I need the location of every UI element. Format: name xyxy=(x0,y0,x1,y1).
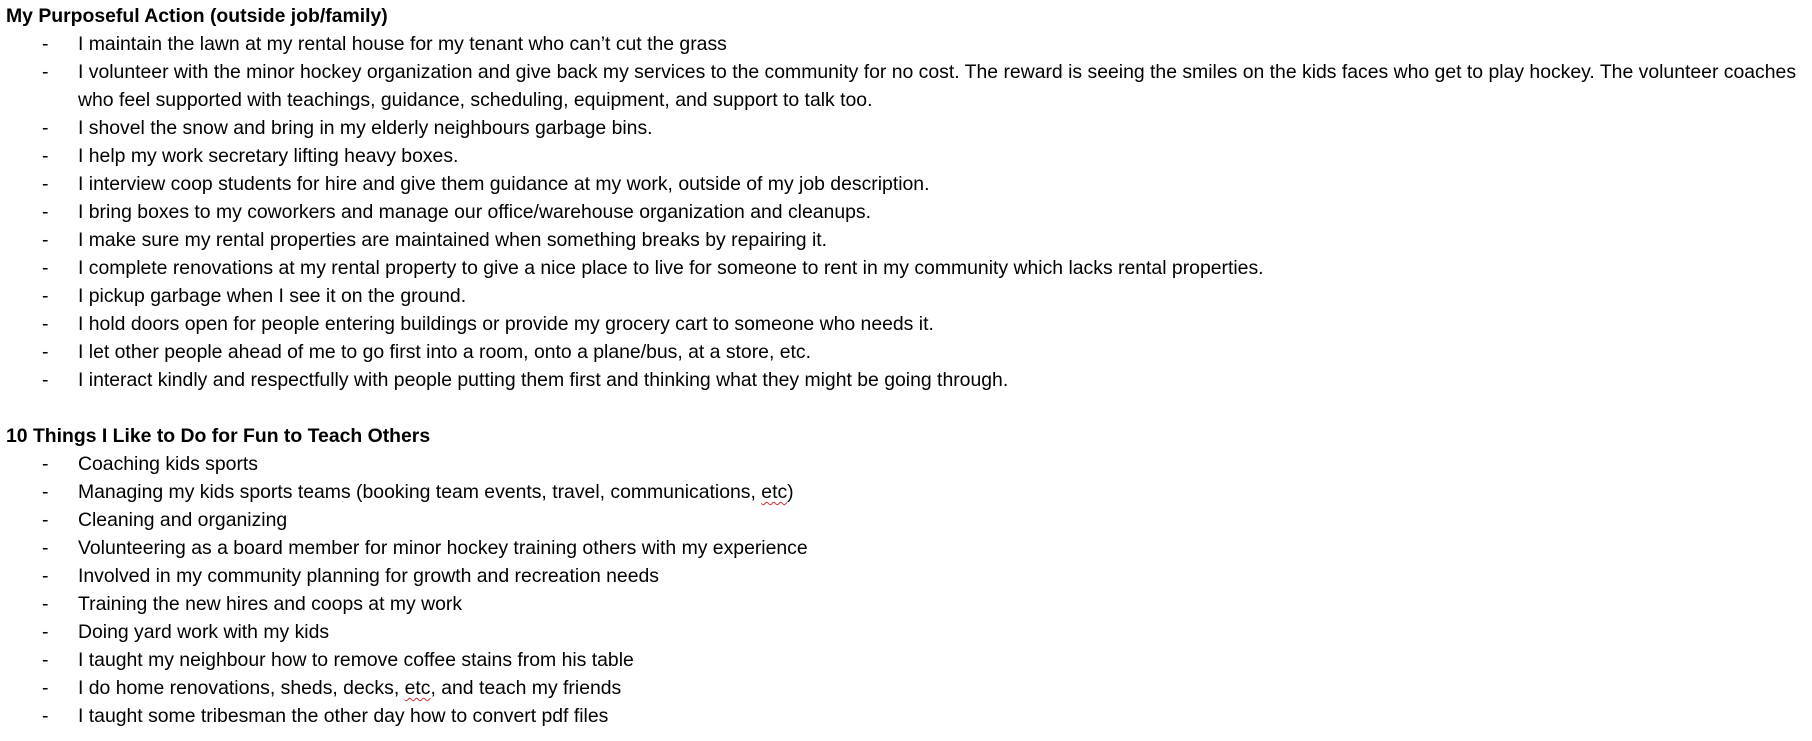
bullet-list xyxy=(6,30,1812,394)
list-item[interactable] xyxy=(6,338,1812,366)
list-item[interactable] xyxy=(6,170,1812,198)
dash-bullet: - xyxy=(42,481,49,503)
list-item-text[interactable]: I bring boxes to my coworkers and manage our office/warehouse organization and cleanups. xyxy=(78,201,871,223)
list-item[interactable] xyxy=(6,30,1812,58)
list-item-text[interactable]: I taught some tribesman the other day how to convert pdf files xyxy=(78,705,609,727)
spellcheck-underline[interactable]: etc xyxy=(404,677,431,699)
dash-bullet: - xyxy=(42,565,49,587)
dash-bullet: - xyxy=(42,173,49,195)
dash-bullet: - xyxy=(42,537,49,559)
bullet-list xyxy=(6,450,1812,730)
list-item[interactable] xyxy=(6,646,1812,674)
list-item-text[interactable]: Training the new hires and coops at my work xyxy=(78,593,463,615)
dash-bullet: - xyxy=(42,145,49,167)
list-item[interactable] xyxy=(6,254,1812,282)
list-item-text[interactable]: I help my work secretary lifting heavy boxes. xyxy=(78,145,459,167)
list-item-text[interactable]: I hold doors open for people entering buildings or provide my grocery cart to someone who needs it. xyxy=(78,313,934,335)
list-item[interactable] xyxy=(6,450,1812,478)
list-item-text[interactable]: I let other people ahead of me to go first into a room, onto a plane/bus, at a store, etc. xyxy=(78,341,811,363)
dash-bullet: - xyxy=(42,621,49,643)
section-heading[interactable]: My Purposeful Action (outside job/family) xyxy=(6,5,388,27)
list-item-text[interactable]: I volunteer with the minor hockey organization and give back my services to the community for no cost. The reward is seeing the smiles on the kids faces who get to play hockey. The volunteer coaches who feel supported with teachings, guidance, scheduling, equipment, and support to talk too. xyxy=(78,61,1797,111)
dash-bullet: - xyxy=(42,705,49,727)
list-item[interactable] xyxy=(6,282,1812,310)
list-item-text[interactable]: I maintain the lawn at my rental house for my tenant who can’t cut the grass xyxy=(78,33,727,55)
dash-bullet: - xyxy=(42,117,49,139)
dash-bullet: - xyxy=(42,453,49,475)
list-item[interactable] xyxy=(6,142,1812,170)
dash-bullet: - xyxy=(42,313,49,335)
list-item-text[interactable]: Cleaning and organizing xyxy=(78,509,288,531)
list-item-text[interactable]: I shovel the snow and bring in my elderly neighbours garbage bins. xyxy=(78,117,653,139)
list-item[interactable] xyxy=(6,310,1812,338)
dash-bullet: - xyxy=(42,257,49,279)
list-item[interactable] xyxy=(6,534,1812,562)
dash-bullet: - xyxy=(42,677,49,699)
list-item[interactable] xyxy=(6,366,1812,394)
dash-bullet: - xyxy=(42,593,49,615)
dash-bullet: - xyxy=(42,369,49,391)
list-item[interactable] xyxy=(6,58,1812,114)
section-heading[interactable]: 10 Things I Like to Do for Fun to Teach Others xyxy=(6,425,431,447)
dash-bullet: - xyxy=(42,201,49,223)
list-item[interactable] xyxy=(6,478,1812,506)
section-purposeful-action xyxy=(6,2,1812,394)
list-item-text[interactable]: Volunteering as a board member for minor hockey training others with my experience xyxy=(78,537,808,559)
list-item[interactable] xyxy=(6,114,1812,142)
list-item-text[interactable]: I do home renovations, sheds, decks, etc, and teach my friends xyxy=(78,677,622,699)
list-item-text[interactable]: I complete renovations at my rental property to give a nice place to live for someone to rent in my community which lacks rental properties. xyxy=(78,257,1264,279)
dash-bullet: - xyxy=(42,33,49,55)
list-item-text[interactable]: I interview coop students for hire and give them guidance at my work, outside of my job description. xyxy=(78,173,930,195)
section-things-to-teach xyxy=(6,422,1812,730)
list-item[interactable] xyxy=(6,590,1812,618)
dash-bullet: - xyxy=(42,649,49,671)
list-item[interactable] xyxy=(6,562,1812,590)
dash-bullet: - xyxy=(42,509,49,531)
list-item-text[interactable]: Involved in my community planning for growth and recreation needs xyxy=(78,565,659,587)
dash-bullet: - xyxy=(42,341,49,363)
list-item-text[interactable]: Coaching kids sports xyxy=(78,453,258,475)
list-item-text[interactable]: I interact kindly and respectfully with people putting them first and thinking what they might be going through. xyxy=(78,369,1009,391)
list-item-text[interactable]: I make sure my rental properties are maintained when something breaks by repairing it. xyxy=(78,229,828,251)
list-item[interactable] xyxy=(6,506,1812,534)
dash-bullet: - xyxy=(42,229,49,251)
list-item[interactable] xyxy=(6,674,1812,702)
list-item[interactable] xyxy=(6,198,1812,226)
list-item-text[interactable]: Managing my kids sports teams (booking team events, travel, communications, etc) xyxy=(78,481,794,503)
list-item-text[interactable]: Doing yard work with my kids xyxy=(78,621,330,643)
dash-bullet: - xyxy=(42,285,49,307)
list-item-text[interactable]: I taught my neighbour how to remove coffee stains from his table xyxy=(78,649,634,671)
list-item[interactable] xyxy=(6,702,1812,730)
paragraph-spacer xyxy=(6,394,1812,422)
list-item[interactable] xyxy=(6,618,1812,646)
list-item[interactable] xyxy=(6,226,1812,254)
spellcheck-underline[interactable]: etc xyxy=(761,481,788,503)
dash-bullet: - xyxy=(42,61,49,83)
list-item-text[interactable]: I pickup garbage when I see it on the ground. xyxy=(78,285,467,307)
